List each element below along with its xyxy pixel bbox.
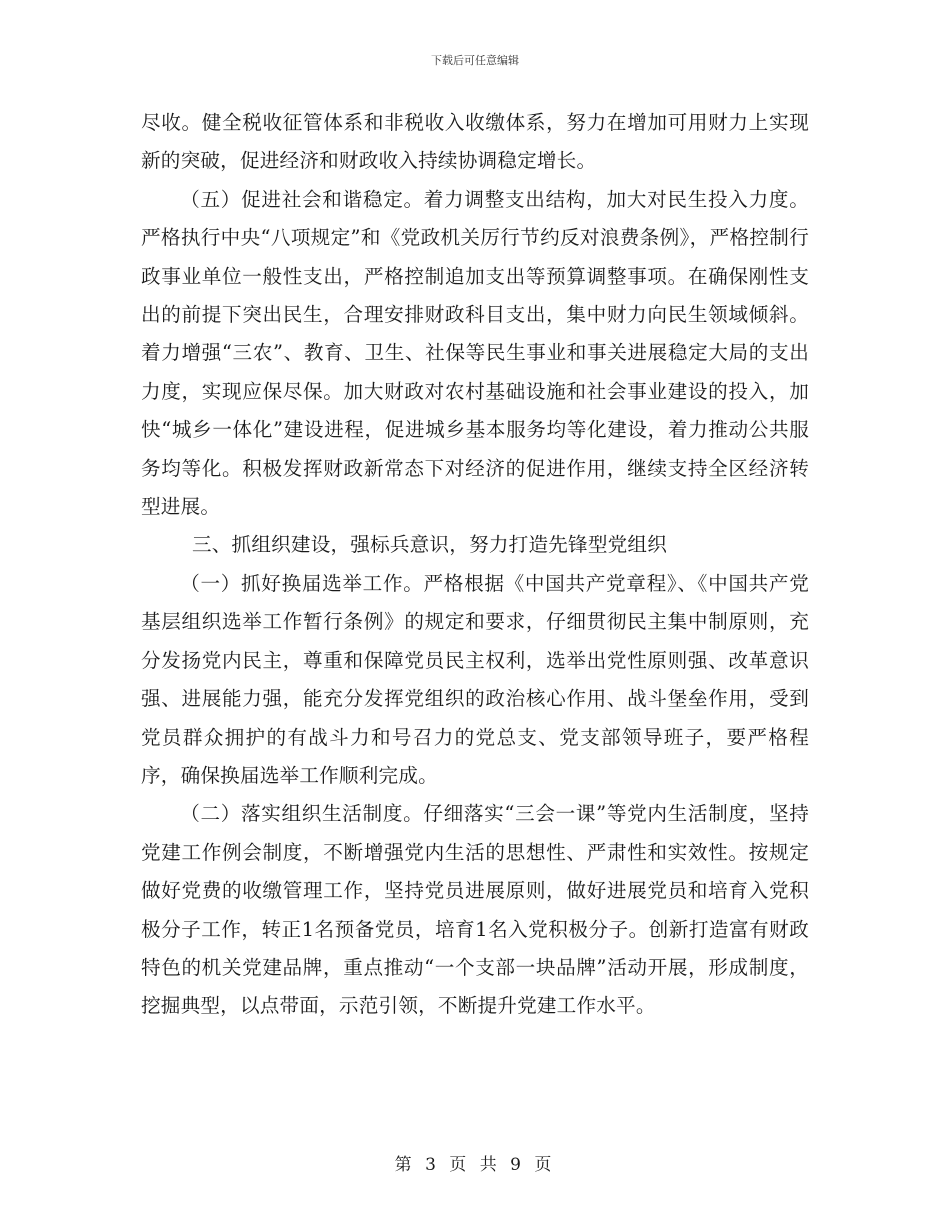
- page-number: 第 3 页 共 9 页: [394, 1155, 556, 1175]
- document-body: [141, 104, 809, 1026]
- section-heading-three: 三、抓组织建设，强标兵意识，努力打造先锋型党组织: [191, 533, 668, 557]
- paragraph-item-two: （二）落实组织生活制度。仔细落实“三会一课”等党内生活制度，坚持党建工作例会制度，不断增强党内生活的思想性、严肃性和实效性。按规定做好党费的收缴管理工作，坚持党员进展原则，做好进展党员和培育入党积极分子工作，转正1名预备党员，培育1名入党积极分子。创新打造富有财政特色的机关党建品牌，重点推动“一个支部一块品牌”活动开展，形成制度，挖掘典型，以点带面，示范引领，不断提升党建工作水平。: [141, 802, 809, 1018]
- paragraph-continuation: 尽收。健全税收征管体系和非税收入收缴体系，努力在增加可用财力上实现新的突破，促进经济和财政收入持续协调稳定增长。: [141, 111, 809, 173]
- paragraph-section-five: （五）促进社会和谐稳定。着力调整支出结构，加大对民生投入力度。严格执行中央“八项规定”和《党政机关厉行节约反对浪费条例》，严格控制行政事业单位一般性支出，严格控制追加支出等预算调整事项。在确保刚性支出的前提下突出民生，合理安排财政科目支出，集中财力向民生领域倾斜。着力增强“三农”、教育、卫生、社保等民生事业和事关进展稳定大局的支出力度，实现应保尽保。加大财政对农村基础设施和社会事业建设的投入，加快“城乡一体化”建设进程，促进城乡基本服务均等化建设，着力推动公共服务均等化。积极发挥财政新常态下对经济的促进作用，继续支持全区经济转型进展。: [141, 187, 809, 519]
- page-header: 下载后可任意编辑: [431, 54, 519, 67]
- paragraph-item-one: （一）抓好换届选举工作。严格根据《中国共产党章程》、《中国共产党基层组织选举工作暂行条例》的规定和要求，仔细贯彻民主集中制原则，充分发扬党内民主，尊重和保障党员民主权利，选举出党性原则强、改革意识强、进展能力强，能充分发挥党组织的政治核心作用、战斗堡垒作用，受到党员群众拥护的有战斗力和号召力的党总支、党支部领导班子，要严格程序，确保换届选举工作顺利完成。: [141, 571, 809, 787]
